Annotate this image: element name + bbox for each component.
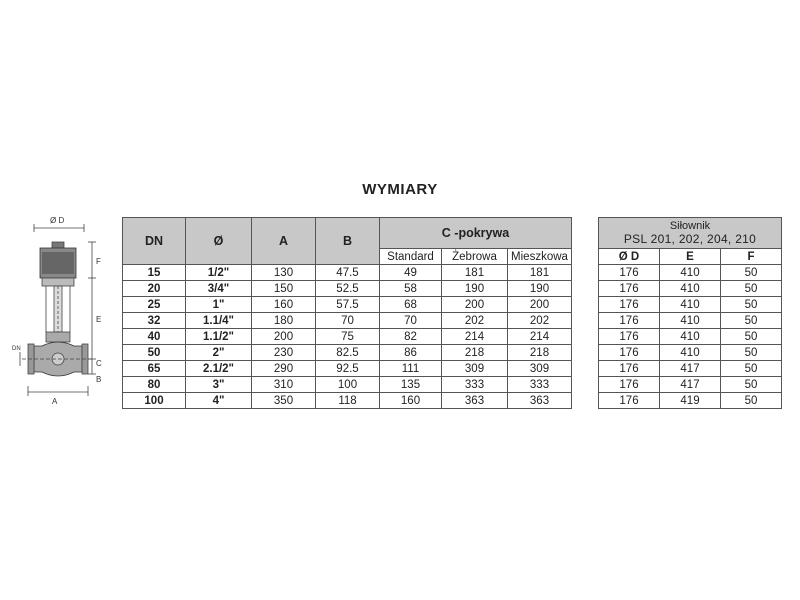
cell-dn: 40 <box>123 329 186 345</box>
header-diameter: Ø D <box>599 249 660 265</box>
header-a: A <box>252 218 316 265</box>
dimensions-table <box>122 217 572 409</box>
cell-dn: 25 <box>123 297 186 313</box>
e-label: E <box>96 315 102 324</box>
cell-phi: 1" <box>186 297 252 313</box>
valve-drawing <box>12 214 110 408</box>
header-f: F <box>721 249 782 265</box>
cell-diameter: 176 <box>599 361 660 377</box>
table-row <box>599 281 782 297</box>
cell-b: 75 <box>316 329 380 345</box>
cell-zebrowa: 333 <box>442 377 508 393</box>
cell-e: 417 <box>660 361 721 377</box>
table-row <box>123 329 572 345</box>
actuator-title <box>599 218 782 249</box>
cell-e: 410 <box>660 265 721 281</box>
table-row <box>599 265 782 281</box>
header-mieszkowa: Mieszkowa <box>508 249 572 265</box>
cell-diameter: 176 <box>599 393 660 409</box>
cell-e: 417 <box>660 377 721 393</box>
header-e: E <box>660 249 721 265</box>
cell-b: 52.5 <box>316 281 380 297</box>
cell-zebrowa: 181 <box>442 265 508 281</box>
cell-mieszkowa: 309 <box>508 361 572 377</box>
table-row <box>123 265 572 281</box>
cell-a: 350 <box>252 393 316 409</box>
cell-diameter: 176 <box>599 265 660 281</box>
cell-mieszkowa: 218 <box>508 345 572 361</box>
cell-zebrowa: 190 <box>442 281 508 297</box>
cell-e: 410 <box>660 345 721 361</box>
cell-standard: 135 <box>380 377 442 393</box>
cell-e: 410 <box>660 281 721 297</box>
cell-e: 419 <box>660 393 721 409</box>
cell-f: 50 <box>721 329 782 345</box>
actuator-title-line2: PSL 201, 202, 204, 210 <box>623 232 757 246</box>
cell-phi: 1.1/2" <box>186 329 252 345</box>
header-c-pokrywa: C -pokrywa <box>380 218 572 249</box>
header-b: B <box>316 218 380 265</box>
cell-mieszkowa: 363 <box>508 393 572 409</box>
cell-mieszkowa: 333 <box>508 377 572 393</box>
cell-dn: 15 <box>123 265 186 281</box>
table-row <box>599 313 782 329</box>
table-row <box>599 393 782 409</box>
cell-b: 100 <box>316 377 380 393</box>
diameter-label: Ø D <box>50 216 65 225</box>
cell-diameter: 176 <box>599 297 660 313</box>
table-row <box>599 345 782 361</box>
cell-f: 50 <box>721 393 782 409</box>
cell-a: 200 <box>252 329 316 345</box>
header-standard: Standard <box>380 249 442 265</box>
cell-dn: 80 <box>123 377 186 393</box>
dn-label: DN <box>12 346 21 352</box>
cell-f: 50 <box>721 313 782 329</box>
cell-phi: 1/2" <box>186 265 252 281</box>
cell-standard: 86 <box>380 345 442 361</box>
cell-b: 70 <box>316 313 380 329</box>
c-label: C <box>96 359 102 368</box>
actuator-table <box>598 217 782 409</box>
f-label: F <box>96 257 101 266</box>
cell-a: 290 <box>252 361 316 377</box>
cell-b: 118 <box>316 393 380 409</box>
cell-a: 130 <box>252 265 316 281</box>
cell-e: 410 <box>660 329 721 345</box>
cell-diameter: 176 <box>599 345 660 361</box>
cell-phi: 2.1/2" <box>186 361 252 377</box>
table-row <box>123 361 572 377</box>
cell-e: 410 <box>660 297 721 313</box>
header-phi: Ø <box>186 218 252 265</box>
cell-mieszkowa: 214 <box>508 329 572 345</box>
cell-dn: 50 <box>123 345 186 361</box>
cell-mieszkowa: 190 <box>508 281 572 297</box>
cell-standard: 82 <box>380 329 442 345</box>
cell-standard: 111 <box>380 361 442 377</box>
cell-standard: 58 <box>380 281 442 297</box>
cell-dn: 65 <box>123 361 186 377</box>
table-row <box>599 297 782 313</box>
cell-dn: 32 <box>123 313 186 329</box>
cell-phi: 1.1/4" <box>186 313 252 329</box>
cell-standard: 49 <box>380 265 442 281</box>
cell-zebrowa: 363 <box>442 393 508 409</box>
cell-f: 50 <box>721 345 782 361</box>
cell-standard: 68 <box>380 297 442 313</box>
cell-zebrowa: 214 <box>442 329 508 345</box>
cell-diameter: 176 <box>599 313 660 329</box>
cell-a: 160 <box>252 297 316 313</box>
cell-a: 150 <box>252 281 316 297</box>
cell-e: 410 <box>660 313 721 329</box>
cell-phi: 4" <box>186 393 252 409</box>
cell-zebrowa: 202 <box>442 313 508 329</box>
cell-phi: 3/4" <box>186 281 252 297</box>
cell-f: 50 <box>721 265 782 281</box>
cell-dn: 100 <box>123 393 186 409</box>
b-label: B <box>96 375 102 384</box>
page-title: WYMIARY <box>362 181 438 198</box>
cell-a: 180 <box>252 313 316 329</box>
cell-f: 50 <box>721 377 782 393</box>
actuator-title-line1: Siłownik <box>669 220 711 232</box>
cell-b: 82.5 <box>316 345 380 361</box>
cell-zebrowa: 200 <box>442 297 508 313</box>
table-row <box>123 313 572 329</box>
cell-dn: 20 <box>123 281 186 297</box>
cell-f: 50 <box>721 297 782 313</box>
cell-diameter: 176 <box>599 377 660 393</box>
cell-mieszkowa: 202 <box>508 313 572 329</box>
cell-mieszkowa: 200 <box>508 297 572 313</box>
cell-mieszkowa: 181 <box>508 265 572 281</box>
cell-a: 310 <box>252 377 316 393</box>
table-row <box>123 377 572 393</box>
cell-phi: 3" <box>186 377 252 393</box>
cell-b: 57.5 <box>316 297 380 313</box>
cell-zebrowa: 309 <box>442 361 508 377</box>
table-row <box>599 361 782 377</box>
cell-f: 50 <box>721 361 782 377</box>
cell-b: 47.5 <box>316 265 380 281</box>
a-label: A <box>52 397 58 406</box>
header-zebrowa: Żebrowa <box>442 249 508 265</box>
cell-standard: 70 <box>380 313 442 329</box>
table-row <box>123 297 572 313</box>
table-row <box>123 345 572 361</box>
cell-standard: 160 <box>380 393 442 409</box>
header-dn: DN <box>123 218 186 265</box>
cell-f: 50 <box>721 281 782 297</box>
cell-diameter: 176 <box>599 329 660 345</box>
table-row <box>599 377 782 393</box>
table-row <box>123 393 572 409</box>
cell-b: 92.5 <box>316 361 380 377</box>
cell-a: 230 <box>252 345 316 361</box>
cell-diameter: 176 <box>599 281 660 297</box>
cell-phi: 2" <box>186 345 252 361</box>
cell-zebrowa: 218 <box>442 345 508 361</box>
table-row <box>599 329 782 345</box>
table-row <box>123 281 572 297</box>
